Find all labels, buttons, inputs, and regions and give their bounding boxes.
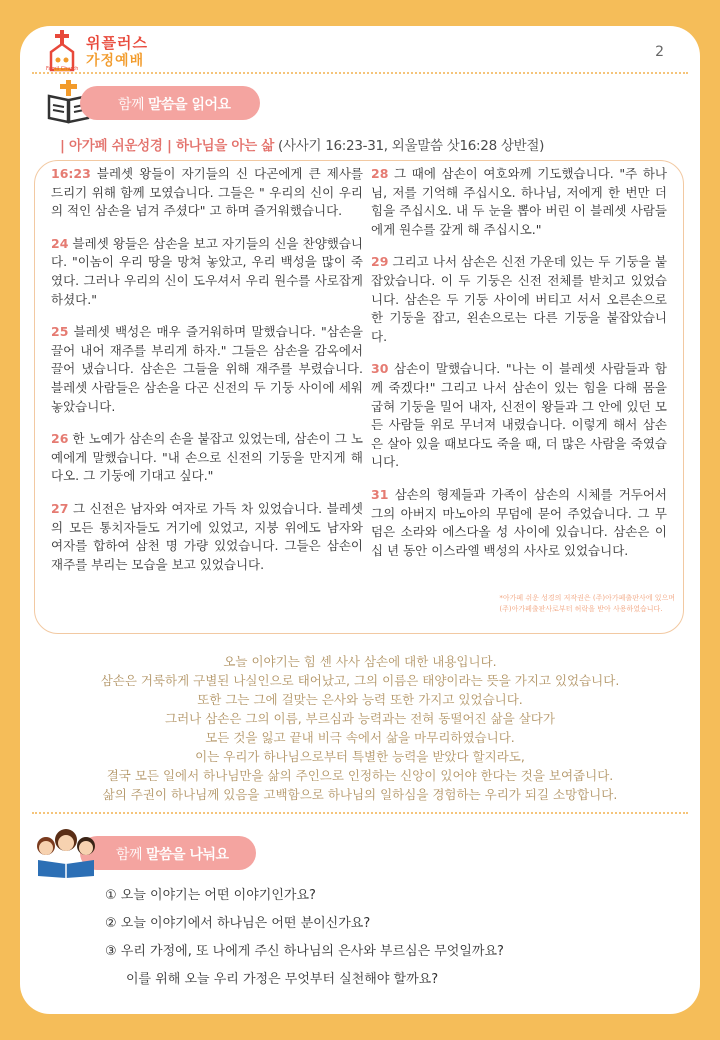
scripture-reference: | 아가페 쉬운성경 | 하나님을 아는 삶 (사사기 16:23-31, 외울말씀 삿16:28 상반절) [60, 138, 545, 154]
logo-title-line1: 위플러스 [86, 34, 148, 52]
verse: 27 그 신전은 남자와 여자로 가득 차 있었습니다. 블레셋의 모든 통치자들도 거기에 있었고, 지붕 위에도 남자와 여자를 합하여 삼천 명 가량 있었습니다. 그들은 삼손이 재주를 부리는 모습을 보고 있었습니다. [51, 500, 363, 572]
logo-title-line2: 가정예배 [86, 53, 145, 69]
logo-subtitle: Famil Church [46, 66, 79, 72]
scripture-passage-box [34, 160, 684, 634]
worksheet-page [20, 26, 700, 1014]
divider [32, 72, 688, 74]
family-reading-icon [32, 826, 100, 878]
share-together-label: 함께 말씀을 나눠요 [116, 847, 229, 863]
read-together-label: 함께 말씀을 읽어요 [118, 97, 231, 113]
passage-right-column [371, 165, 667, 574]
verse: 31 삼손의 형제들과 가족이 삼손의 시체를 거두어서 그의 아버지 마노아의 무덤에 묻어 주었습니다. 그 무덤은 소라와 에스다올 성 사이에 있습니다. 삼손은 이십 년 동안 이스라엘 백성의 사사로 있었습니다. [371, 486, 667, 558]
verse: 28 그 때에 삼손이 여호와께 기도했습니다. "주 하나님, 저를 기억해 주십시오. 하나님, 저에게 한 번만 더 힘을 주십시오. 내 두 눈을 뽑아 버린 이 블레셋 사람들에게 원수를 갚게 해 주십시오." [371, 166, 667, 237]
meditation-text: 오늘 이야기는 힘 센 사사 삼손에 대한 내용입니다. 삼손은 거룩하게 구별된 나실인으로 태어났고, 그의 이름은 태양이라는 뜻을 가지고 있었습니다. 또한 그는 그에 걸맞는 은사와 능력 또한 가지고 있었습니다. 그러나 삼손은 그의 이름, 부르심과 능력과는 전혀 동떨어진 삶을 살다가 모든 것을 잃고 끝내 비극 속에서 삶을 마무리하였습니다. 이는 우리가 하나님으로부터 특별한 능력을 받았다 할지라도, 결국 모든 일에서 하나님만을 삶의 주인으로 인정하는 신앙이 있어야 한다는 것을 보여줍니다. 삶의 주권이 하나님께 있음을 고백함으로 하나님의 일하심을 경험하는 우리가 되길 소망합니다. [100, 654, 620, 802]
copyright-notice: *아가페 쉬운 성경의 저작권은 (주)아가페출판사에 있으며 (주)아가페출판사로부터 허락을 받아 사용하였습니다. [499, 594, 675, 613]
verse: 29 그리고 나서 삼손은 신전 가운데 있는 두 기둥을 붙잡았습니다. 이 두 기둥은 신전 전체를 받치고 있었습니다. 삼손은 두 기둥 사이에 버티고 서서 오른손으로 한 기둥을 잡고, 왼손으로는 다른 기둥을 붙잡았습니다. [371, 254, 667, 344]
family-worship-logo [46, 28, 166, 78]
divider [32, 812, 688, 814]
question-2: ② 오늘 이야기에서 하나님은 어떤 분이신가요? [105, 916, 371, 931]
passage-left-column [51, 165, 363, 588]
question-3-followup: 이를 위해 오늘 우리 가정은 무엇부터 실천해야 할까요? [126, 972, 439, 987]
verse: 25 블레셋 백성은 매우 즐거워하며 말했습니다. "삼손을 끌어 내어 재주를 부리게 하자." 그들은 삼손을 감옥에서 끌어 냈습니다. 삼손은 그들을 위해 재주를 부렸습니다. 블레셋 사람들은 삼손을 다곤 신전의 두 기둥 사이에 세워 놓았습니다. [51, 324, 363, 414]
verse: 30 삼손이 말했습니다. "나는 이 블레셋 사람들과 함께 죽겠다!" 그리고 나서 삼손이 있는 힘을 다해 몸을 굽혀 기둥을 밀어 내자, 신전이 왕들과 그 안에 있던 모든 사람들 위로 무너져 내렸습니다. 이렇게 해서 삼손은 살아 있을 때보다도 죽을 때, 더 많은 사람을 죽였습니다. [371, 361, 667, 470]
verse: 24 블레셋 왕들은 삼손을 보고 자기들의 신을 찬양했습니다. "이놈이 우리 땅을 망쳐 놓았고, 우리 백성을 많이 죽였다. 그러나 우리의 신이 도우셔서 우리 원수를 사로잡게 하셨다." [51, 235, 363, 307]
verse: 26 한 노예가 삼손의 손을 붙잡고 있었는데, 삼손이 그 노예에게 말했습니다. "내 손으로 신전의 기둥을 만지게 해 다오. 그 기둥에 기대고 싶다." [51, 431, 363, 484]
verse: 16:23 블레셋 왕들이 자기들의 신 다곤에게 큰 제사를 드리기 위해 함께 모였습니다. 그들은 " 우리의 신이 우리의 적인 삼손을 넘겨 주셨다" 고 하며 즐거워했습니다. [51, 166, 363, 219]
question-3: ③ 우리 가정에, 또 나에게 주신 하나님의 은사와 부르심은 무엇일까요? [105, 944, 504, 959]
question-1: ① 오늘 이야기는 어떤 이야기인가요? [105, 888, 316, 903]
page-number: 2 [655, 44, 664, 60]
